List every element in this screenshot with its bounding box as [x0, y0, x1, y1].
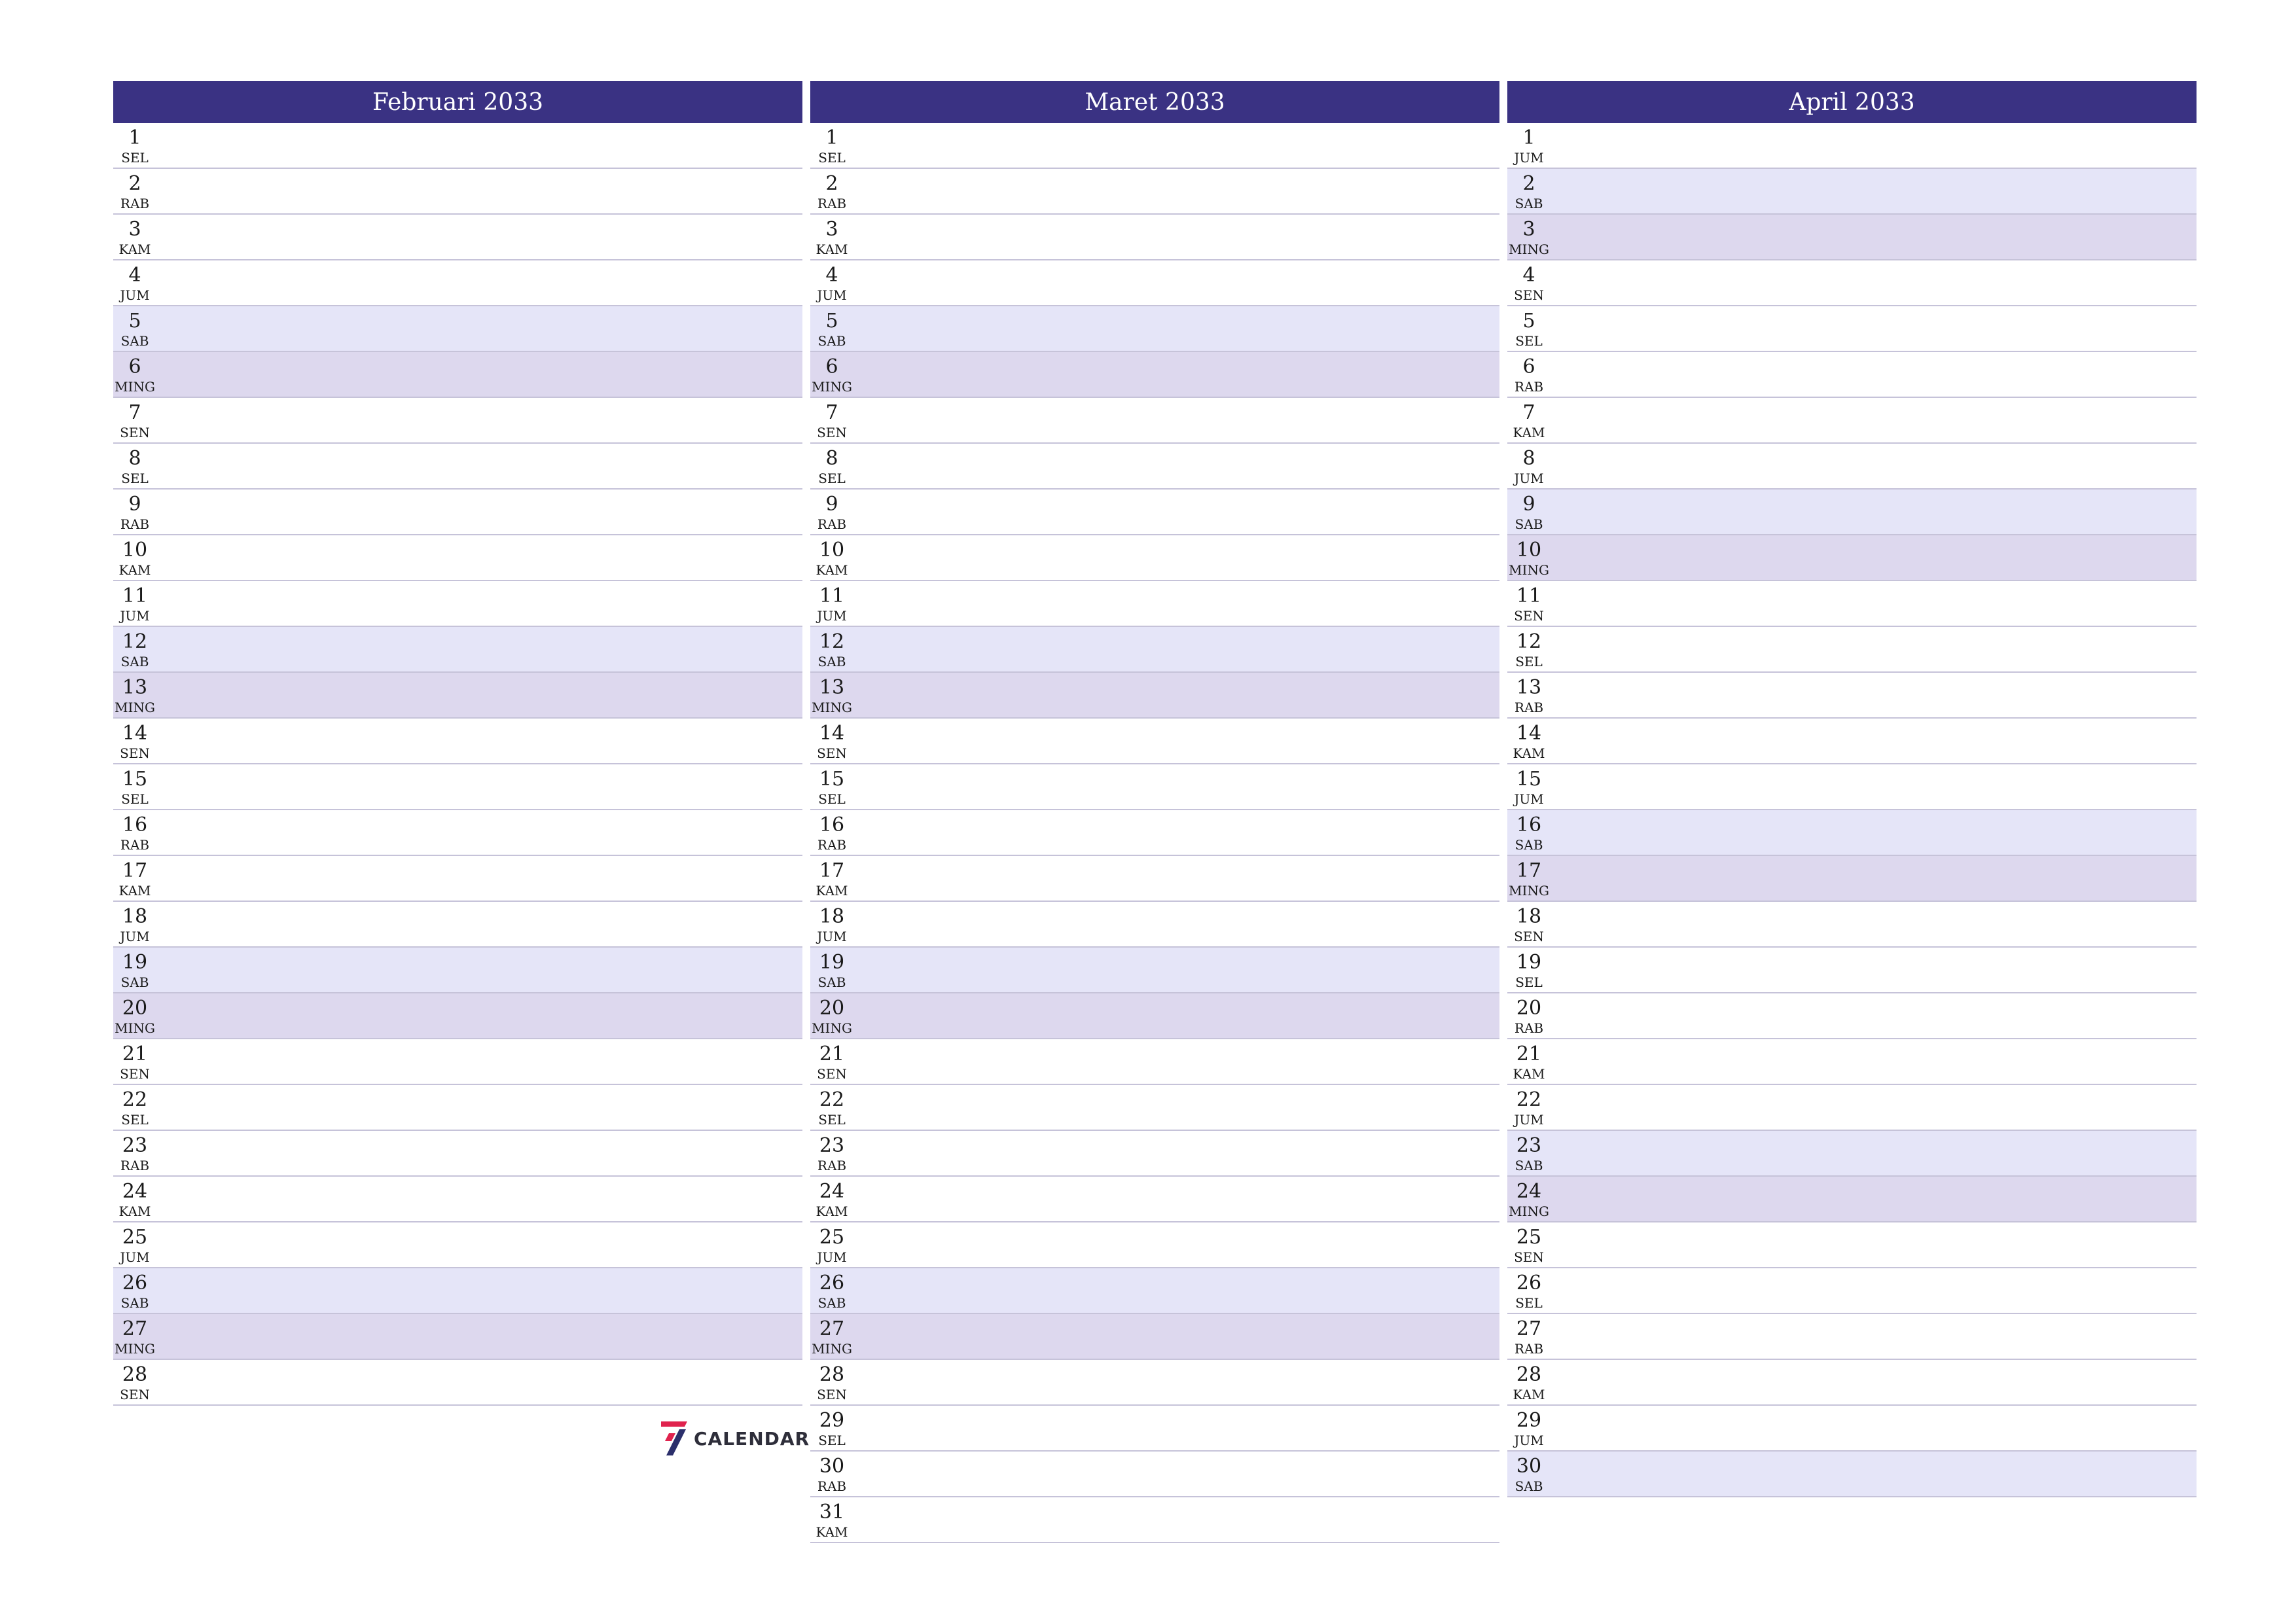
day-row [810, 169, 1499, 215]
weekday-label: JUM [817, 929, 847, 944]
weekday-label: SAB [120, 974, 149, 990]
weekday-label: SAB [120, 654, 149, 669]
day-row [113, 810, 802, 856]
weekday-label: SEN [1514, 1249, 1544, 1265]
day-number: 26 [122, 1272, 148, 1294]
day-number: 2 [128, 172, 141, 195]
day-list [1507, 123, 2197, 1497]
day-row [1507, 673, 2197, 719]
day-row [810, 260, 1499, 306]
day-number: 16 [122, 813, 148, 836]
day-row [1507, 1314, 2197, 1360]
day-number: 8 [1522, 447, 1535, 470]
day-number: 1 [128, 126, 141, 149]
day-number: 20 [1516, 997, 1542, 1020]
day-row [113, 352, 802, 398]
weekday-label: RAB [817, 1158, 847, 1173]
day-row [810, 1131, 1499, 1177]
day-number: 29 [819, 1409, 845, 1432]
day-row [810, 1314, 1499, 1360]
day-row [810, 1360, 1499, 1406]
day-row [810, 490, 1499, 535]
day-number: 5 [128, 310, 141, 332]
day-row [810, 1452, 1499, 1497]
day-row [113, 215, 802, 260]
day-row [810, 306, 1499, 352]
weekday-label: SEN [817, 1066, 847, 1082]
weekday-label: JUM [120, 287, 150, 303]
day-number: 21 [819, 1043, 845, 1065]
day-number: 9 [825, 493, 838, 516]
day-number: 19 [122, 951, 148, 974]
seven-logo-icon [660, 1420, 689, 1457]
month-column-april [1507, 81, 2197, 1497]
day-row [1507, 169, 2197, 215]
day-row [1507, 1222, 2197, 1268]
day-number: 23 [1516, 1134, 1542, 1157]
weekday-label: SEL [121, 1112, 149, 1128]
day-row [113, 490, 802, 535]
day-number: 17 [122, 859, 148, 882]
day-number: 5 [1522, 310, 1535, 332]
day-number: 4 [128, 264, 141, 287]
weekday-label: KAM [118, 241, 151, 257]
weekday-label: SEL [818, 791, 846, 807]
weekday-label: SAB [817, 654, 846, 669]
day-number: 27 [1516, 1317, 1542, 1340]
day-number: 12 [1516, 630, 1542, 653]
day-number: 16 [1516, 813, 1542, 836]
weekday-label: RAB [1514, 700, 1544, 715]
weekday-label: MING [1509, 562, 1549, 578]
day-number: 27 [819, 1317, 845, 1340]
day-number: 28 [1516, 1363, 1542, 1386]
day-row [1507, 1177, 2197, 1222]
day-row [810, 719, 1499, 764]
weekday-label: KAM [816, 883, 848, 899]
day-row [1507, 260, 2197, 306]
weekday-label: MING [115, 379, 155, 395]
weekday-label: KAM [118, 562, 151, 578]
day-number: 6 [128, 355, 141, 378]
weekday-label: JUM [817, 1249, 847, 1265]
day-number: 31 [819, 1501, 845, 1524]
day-row [113, 719, 802, 764]
weekday-label: JUM [1514, 791, 1544, 807]
day-number: 8 [128, 447, 141, 470]
day-number: 11 [122, 584, 148, 607]
weekday-label: RAB [817, 1478, 847, 1494]
day-row [113, 1039, 802, 1085]
weekday-label: KAM [1513, 1387, 1545, 1402]
day-row [113, 902, 802, 948]
day-row [1507, 856, 2197, 902]
day-row [1507, 123, 2197, 169]
day-row [1507, 215, 2197, 260]
day-number: 4 [825, 264, 838, 287]
day-row [810, 948, 1499, 993]
weekday-label: KAM [816, 241, 848, 257]
weekday-label: SEL [121, 791, 149, 807]
day-number: 26 [819, 1272, 845, 1294]
weekday-label: SEN [817, 1387, 847, 1402]
day-number: 5 [825, 310, 838, 332]
day-number: 25 [1516, 1226, 1542, 1249]
day-number: 1 [825, 126, 838, 149]
weekday-label: MING [812, 700, 852, 715]
weekday-label: SEN [817, 425, 847, 440]
day-row [1507, 627, 2197, 673]
day-row [113, 444, 802, 490]
day-number: 22 [819, 1088, 845, 1111]
weekday-label: JUM [120, 929, 150, 944]
day-number: 25 [819, 1226, 845, 1249]
weekday-label: KAM [118, 883, 151, 899]
day-number: 13 [819, 676, 845, 699]
weekday-label: JUM [817, 287, 847, 303]
weekday-label: SEL [818, 1433, 846, 1448]
day-row [113, 1222, 802, 1268]
day-number: 27 [122, 1317, 148, 1340]
day-number: 24 [122, 1180, 148, 1203]
day-number: 28 [122, 1363, 148, 1386]
weekday-label: SAB [1515, 516, 1543, 532]
weekday-label: SEN [120, 745, 150, 761]
day-row [810, 764, 1499, 810]
day-number: 6 [825, 355, 838, 378]
brand-logo [660, 1420, 810, 1457]
day-row [113, 1177, 802, 1222]
day-number: 17 [819, 859, 845, 882]
day-number: 3 [825, 218, 838, 241]
weekday-label: SEL [1515, 974, 1543, 990]
weekday-label: KAM [1513, 425, 1545, 440]
weekday-label: JUM [1514, 150, 1544, 166]
day-row [810, 352, 1499, 398]
day-row [113, 627, 802, 673]
day-number: 14 [122, 722, 148, 745]
logo-text: CALENDAR [694, 1427, 810, 1450]
day-number: 9 [128, 493, 141, 516]
weekday-label: JUM [817, 608, 847, 624]
day-row [1507, 810, 2197, 856]
day-list [810, 123, 1499, 1543]
day-number: 18 [819, 905, 845, 928]
day-number: 30 [819, 1455, 845, 1478]
day-row [1507, 1039, 2197, 1085]
weekday-label: SAB [120, 333, 149, 349]
weekday-label: SEL [1515, 1295, 1543, 1311]
day-row [113, 1131, 802, 1177]
weekday-label: SEL [818, 1112, 846, 1128]
day-row [113, 993, 802, 1039]
day-number: 21 [122, 1043, 148, 1065]
weekday-label: SAB [120, 1295, 149, 1311]
day-number: 20 [122, 997, 148, 1020]
day-row [113, 306, 802, 352]
day-number: 13 [122, 676, 148, 699]
day-number: 2 [1522, 172, 1535, 195]
day-number: 15 [122, 768, 148, 791]
weekday-label: SEL [121, 471, 149, 486]
day-number: 7 [1522, 401, 1535, 424]
day-row [1507, 1085, 2197, 1131]
day-row [1507, 1131, 2197, 1177]
day-number: 23 [819, 1134, 845, 1157]
weekday-label: RAB [120, 516, 150, 532]
weekday-label: SEL [1515, 654, 1543, 669]
day-row [113, 169, 802, 215]
weekday-label: SEN [120, 1387, 150, 1402]
day-row [113, 123, 802, 169]
day-row [1507, 398, 2197, 444]
weekday-label: SEN [120, 425, 150, 440]
day-row [810, 581, 1499, 627]
weekday-label: SEL [1515, 333, 1543, 349]
day-row [113, 260, 802, 306]
weekday-label: SEN [817, 745, 847, 761]
day-number: 20 [819, 997, 845, 1020]
day-row [1507, 1406, 2197, 1452]
weekday-label: MING [812, 1341, 852, 1357]
day-row [113, 398, 802, 444]
day-row [810, 1406, 1499, 1452]
day-number: 26 [1516, 1272, 1542, 1294]
day-number: 16 [819, 813, 845, 836]
weekday-label: RAB [817, 837, 847, 853]
weekday-label: JUM [1514, 471, 1544, 486]
month-title: Februari 2033 [113, 81, 802, 123]
day-number: 7 [825, 401, 838, 424]
day-row [810, 444, 1499, 490]
day-row [1507, 444, 2197, 490]
month-column-march [810, 81, 1499, 1543]
day-number: 30 [1516, 1455, 1542, 1478]
day-row [810, 627, 1499, 673]
day-row [1507, 993, 2197, 1039]
day-number: 29 [1516, 1409, 1542, 1432]
day-row [1507, 764, 2197, 810]
day-row [113, 673, 802, 719]
day-number: 10 [819, 539, 845, 562]
day-number: 15 [819, 768, 845, 791]
day-row [113, 535, 802, 581]
weekday-label: RAB [1514, 379, 1544, 395]
day-row [113, 1360, 802, 1406]
day-row [810, 398, 1499, 444]
day-row [113, 1268, 802, 1314]
day-number: 2 [825, 172, 838, 195]
weekday-label: RAB [120, 1158, 150, 1173]
day-number: 22 [1516, 1088, 1542, 1111]
day-number: 4 [1522, 264, 1535, 287]
weekday-label: JUM [1514, 1112, 1544, 1128]
weekday-label: KAM [1513, 745, 1545, 761]
weekday-label: SAB [817, 1295, 846, 1311]
day-row [810, 1085, 1499, 1131]
day-number: 18 [122, 905, 148, 928]
day-row [113, 1085, 802, 1131]
day-number: 14 [819, 722, 845, 745]
day-number: 8 [825, 447, 838, 470]
weekday-label: SAB [1515, 1158, 1543, 1173]
day-row [810, 123, 1499, 169]
day-number: 15 [1516, 768, 1542, 791]
weekday-label: SAB [1515, 196, 1543, 211]
day-row [1507, 719, 2197, 764]
month-title: April 2033 [1507, 81, 2197, 123]
day-number: 23 [122, 1134, 148, 1157]
weekday-label: SAB [1515, 1478, 1543, 1494]
day-number: 12 [819, 630, 845, 653]
day-row [810, 993, 1499, 1039]
day-number: 17 [1516, 859, 1542, 882]
weekday-label: KAM [118, 1204, 151, 1219]
day-number: 22 [122, 1088, 148, 1111]
weekday-label: KAM [816, 1204, 848, 1219]
weekday-label: MING [1509, 883, 1549, 899]
weekday-label: RAB [817, 516, 847, 532]
day-number: 28 [819, 1363, 845, 1386]
day-row [1507, 948, 2197, 993]
day-row [113, 764, 802, 810]
weekday-label: RAB [1514, 1020, 1544, 1036]
day-number: 11 [1516, 584, 1542, 607]
day-number: 3 [128, 218, 141, 241]
day-row [810, 1268, 1499, 1314]
month-column-february [113, 81, 802, 1406]
day-row [1507, 1268, 2197, 1314]
weekday-label: SEN [1514, 929, 1544, 944]
day-number: 14 [1516, 722, 1542, 745]
day-row [810, 215, 1499, 260]
weekday-label: JUM [120, 1249, 150, 1265]
month-title: Maret 2033 [810, 81, 1499, 123]
day-row [1507, 1452, 2197, 1497]
day-number: 18 [1516, 905, 1542, 928]
day-number: 11 [819, 584, 845, 607]
day-row [1507, 902, 2197, 948]
day-number: 10 [122, 539, 148, 562]
day-row [810, 1497, 1499, 1543]
day-row [113, 948, 802, 993]
weekday-label: SEN [1514, 287, 1544, 303]
day-row [1507, 535, 2197, 581]
day-row [810, 1222, 1499, 1268]
day-number: 7 [128, 401, 141, 424]
day-row [810, 673, 1499, 719]
day-number: 24 [819, 1180, 845, 1203]
weekday-label: SEN [1514, 608, 1544, 624]
weekday-label: SEL [818, 471, 846, 486]
weekday-label: MING [115, 1341, 155, 1357]
day-number: 3 [1522, 218, 1535, 241]
day-row [810, 902, 1499, 948]
day-row [810, 810, 1499, 856]
weekday-label: KAM [816, 1524, 848, 1540]
weekday-label: MING [812, 379, 852, 395]
weekday-label: RAB [1514, 1341, 1544, 1357]
day-row [1507, 352, 2197, 398]
day-row [1507, 490, 2197, 535]
day-number: 21 [1516, 1043, 1542, 1065]
day-number: 19 [1516, 951, 1542, 974]
day-row [113, 1314, 802, 1360]
day-number: 12 [122, 630, 148, 653]
weekday-label: MING [115, 700, 155, 715]
weekday-label: MING [1509, 241, 1549, 257]
weekday-label: SEN [120, 1066, 150, 1082]
weekday-label: KAM [1513, 1066, 1545, 1082]
weekday-label: KAM [816, 562, 848, 578]
day-number: 10 [1516, 539, 1542, 562]
weekday-label: SAB [817, 333, 846, 349]
day-number: 25 [122, 1226, 148, 1249]
day-number: 19 [819, 951, 845, 974]
day-row [1507, 306, 2197, 352]
day-row [810, 856, 1499, 902]
weekday-label: RAB [817, 196, 847, 211]
weekday-label: SAB [817, 974, 846, 990]
day-row [113, 856, 802, 902]
day-number: 6 [1522, 355, 1535, 378]
day-row [1507, 581, 2197, 627]
weekday-label: MING [115, 1020, 155, 1036]
weekday-label: MING [812, 1020, 852, 1036]
day-row [1507, 1360, 2197, 1406]
day-number: 13 [1516, 676, 1542, 699]
day-list [113, 123, 802, 1406]
day-number: 9 [1522, 493, 1535, 516]
weekday-label: SAB [1515, 837, 1543, 853]
day-number: 24 [1516, 1180, 1542, 1203]
day-row [810, 1039, 1499, 1085]
day-row [810, 535, 1499, 581]
day-row [810, 1177, 1499, 1222]
weekday-label: RAB [120, 837, 150, 853]
weekday-label: RAB [120, 196, 150, 211]
day-row [113, 581, 802, 627]
weekday-label: JUM [1514, 1433, 1544, 1448]
weekday-label: JUM [120, 608, 150, 624]
weekday-label: MING [1509, 1204, 1549, 1219]
day-number: 1 [1522, 126, 1535, 149]
weekday-label: SEL [121, 150, 149, 166]
weekday-label: SEL [818, 150, 846, 166]
